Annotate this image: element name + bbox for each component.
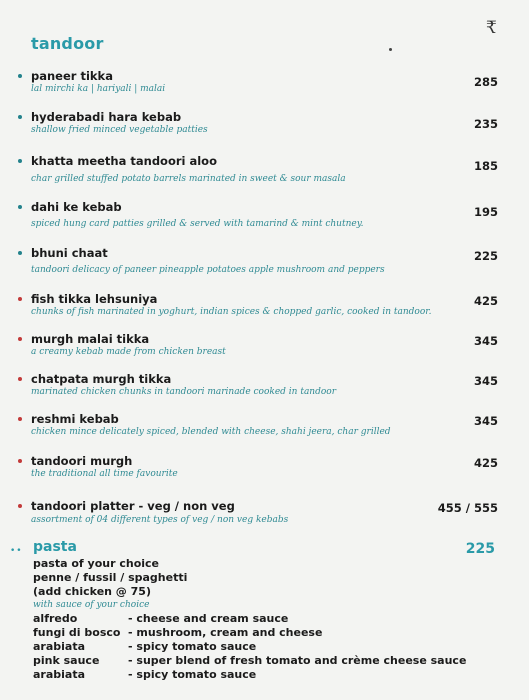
item-description: the traditional all time favourite: [31, 469, 178, 479]
pasta-line: penne / fussil / spaghetti: [33, 571, 188, 584]
veg-bullet-icon: [18, 159, 22, 163]
veg-bullet-icon: [18, 74, 22, 78]
item-description: shallow fried minced vegetable patties: [31, 125, 208, 135]
item-price: 425: [473, 294, 498, 308]
pasta-price: 225: [465, 541, 495, 557]
paper-speck: [389, 48, 392, 51]
pasta-bullets-icon: ••: [10, 546, 23, 556]
item-name: reshmi kebab: [31, 412, 119, 426]
item-description: char grilled stuffed potato barrels marinated in sweet & sour masala: [31, 174, 346, 184]
pasta-title: pasta: [33, 539, 77, 555]
sauce-name: pink sauce: [33, 654, 100, 667]
item-description: spiced hung card patties grilled & served with tamarind & mint chutney.: [31, 219, 364, 229]
section-title: tandoor: [31, 34, 104, 53]
item-name: chatpata murgh tikka: [31, 372, 172, 386]
nonveg-bullet-icon: [18, 377, 22, 381]
nonveg-bullet-icon: [18, 417, 22, 421]
pasta-line: pasta of your choice: [33, 557, 160, 570]
pasta-sauce-note: with sauce of your choice: [33, 600, 150, 610]
sauce-name: fungi di bosco: [33, 626, 121, 639]
nonveg-bullet-icon: [18, 459, 22, 463]
item-description: lal mirchi ka | hariyali | malai: [31, 84, 166, 94]
item-name: hyderabadi hara kebab: [31, 110, 182, 124]
veg-bullet-icon: [18, 205, 22, 209]
sauce-description: - mushroom, cream and cheese: [128, 626, 323, 639]
nonveg-bullet-icon: [18, 504, 22, 508]
item-description: a creamy kebab made from chicken breast: [31, 347, 226, 357]
item-name: paneer tikka: [31, 69, 113, 83]
item-price: 345: [473, 414, 498, 428]
item-price: 345: [473, 334, 498, 348]
item-name: tandoori murgh: [31, 454, 133, 468]
item-description: chicken mince delicately spiced, blended with cheese, shahi jeera, char grilled: [31, 427, 391, 437]
veg-bullet-icon: [18, 115, 22, 119]
item-name: dahi ke kebab: [31, 200, 122, 214]
sauce-description: - spicy tomato sauce: [128, 668, 257, 681]
sauce-name: arabiata: [33, 668, 86, 681]
item-price: 455 / 555: [437, 501, 498, 515]
item-name: khatta meetha tandoori aloo: [31, 154, 217, 168]
item-name: murgh malai tikka: [31, 332, 150, 346]
item-price: 225: [473, 249, 498, 263]
item-name: bhuni chaat: [31, 246, 108, 260]
item-name: fish tikka lehsuniya: [31, 292, 158, 306]
item-description: chunks of fish marinated in yoghurt, indian spices & chopped garlic, cooked in tandoor.: [31, 307, 432, 317]
nonveg-bullet-icon: [18, 297, 22, 301]
veg-bullet-icon: [18, 251, 22, 255]
item-price: 185: [473, 159, 498, 173]
pasta-line: (add chicken @ 75): [33, 585, 151, 598]
item-price: 345: [473, 374, 498, 388]
item-price: 285: [473, 75, 498, 89]
item-price: 425: [473, 456, 498, 470]
sauce-name: arabiata: [33, 640, 86, 653]
item-description: tandoori delicacy of paneer pineapple potatoes apple mushroom and peppers: [31, 265, 385, 275]
item-price: 235: [473, 117, 498, 131]
item-description: assortment of 04 different types of veg / non veg kebabs: [31, 515, 289, 525]
sauce-name: alfredo: [33, 612, 78, 625]
nonveg-bullet-icon: [18, 337, 22, 341]
sauce-description: - super blend of fresh tomato and crème cheese sauce: [128, 654, 467, 667]
currency-symbol: ₹: [486, 18, 497, 38]
item-description: marinated chicken chunks in tandoori marinade cooked in tandoor: [31, 387, 337, 397]
sauce-description: - spicy tomato sauce: [128, 640, 257, 653]
item-price: 195: [473, 205, 498, 219]
sauce-description: - cheese and cream sauce: [128, 612, 289, 625]
item-name: tandoori platter - veg / non veg: [31, 499, 235, 513]
